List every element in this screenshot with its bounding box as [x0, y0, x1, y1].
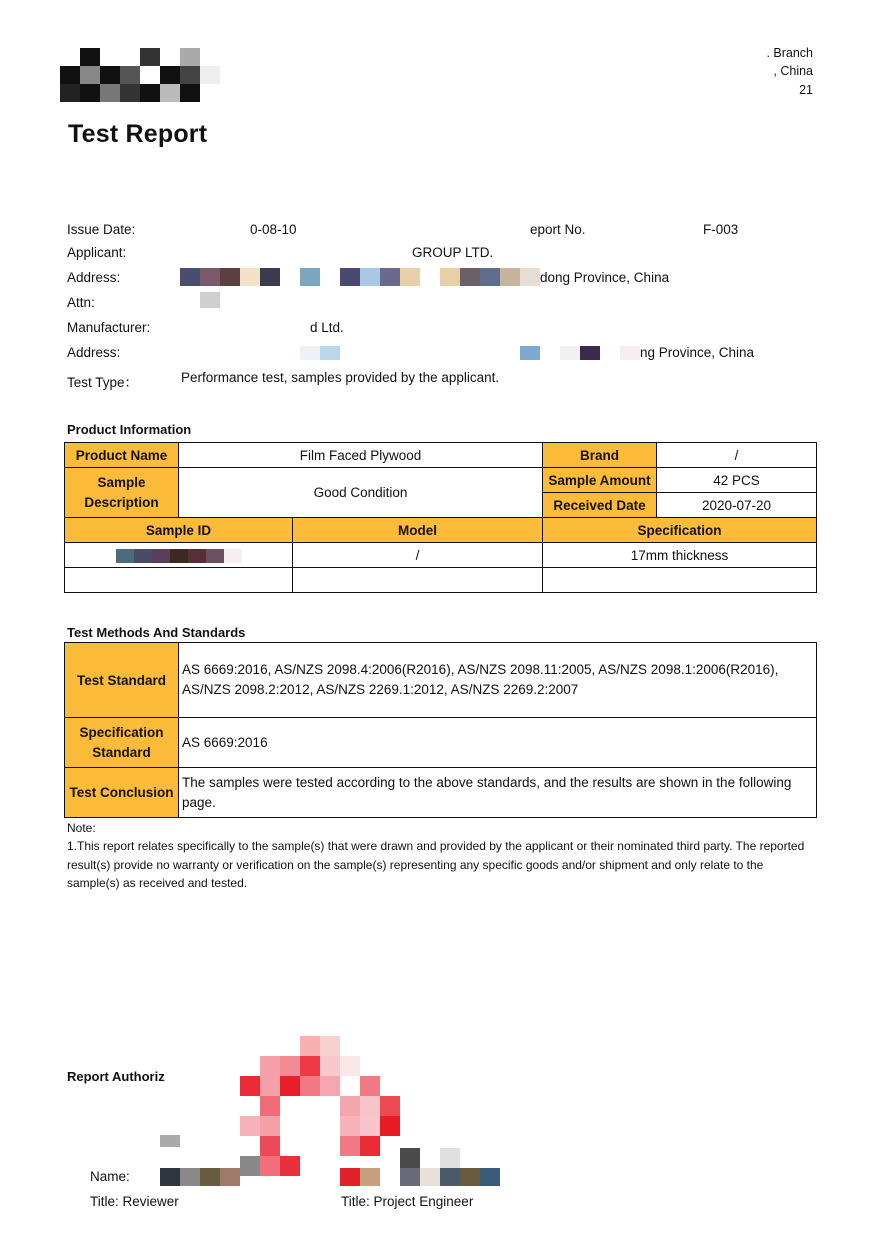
- product-row-2: [65, 468, 817, 493]
- address2-redacted-2: [520, 346, 640, 360]
- methods-row-2: [65, 718, 817, 768]
- note-label: Note:: [67, 821, 96, 835]
- test-conclusion-value: The samples were tested according to the above standards, and the results are shown in the following page.: [179, 768, 817, 818]
- report-no-label: eport No.: [530, 222, 586, 237]
- report-authorized-label: Report Authoriz: [67, 1069, 165, 1084]
- model-value: /: [293, 543, 543, 568]
- address2-redacted: [300, 346, 340, 360]
- specification-label: Specification: [543, 518, 817, 543]
- issue-date-label: Issue Date:: [67, 222, 136, 237]
- sample-id-label: Sample ID: [65, 518, 293, 543]
- methods-row-1: [65, 643, 817, 718]
- product-row-5: [65, 543, 817, 568]
- stamp-bottom-redacted: [340, 1168, 380, 1186]
- empty-cell: [543, 568, 817, 593]
- methods-row-3: [65, 768, 817, 818]
- product-row-1: [65, 443, 817, 468]
- manufacturer-value: d Ltd.: [310, 320, 344, 335]
- address-value: dong Province, China: [540, 270, 670, 285]
- sample-id-value: [65, 543, 293, 568]
- empty-cell: [293, 568, 543, 593]
- spec-standard-value: AS 6669:2016: [179, 718, 817, 768]
- spec-standard-label: Specification Standard: [65, 718, 179, 768]
- reviewer-name-redacted: [160, 1168, 240, 1186]
- brand-value: /: [657, 443, 817, 468]
- sample-id-redacted: [116, 549, 242, 563]
- product-name-value: Film Faced Plywood: [179, 443, 543, 468]
- address-redacted: [180, 268, 540, 286]
- issue-date-value: 0-08-10: [250, 222, 297, 237]
- received-date-value: 2020-07-20: [657, 493, 817, 518]
- address2-label: Address:: [67, 345, 121, 360]
- test-standard-value: AS 6669:2016, AS/NZS 2098.4:2006(R2016), AS/NZS 2098.11:2005, AS/NZS 2098.1:2006(R2016), AS/NZS 2098.2:2012, AS/NZS 2269.1:2012, AS/NZS 2269.2:2007: [179, 643, 817, 718]
- empty-cell: [65, 568, 293, 593]
- product-info-table: [64, 442, 817, 593]
- sample-amount-value: 42 PCS: [657, 468, 817, 493]
- engineer-name-redacted: [400, 1148, 500, 1186]
- sample-description-value: Good Condition: [179, 468, 543, 518]
- test-methods-title: Test Methods And Standards: [67, 625, 246, 640]
- test-conclusion-label: Test Conclusion: [65, 768, 179, 818]
- product-row-4: [65, 518, 817, 543]
- header-line-2: , China: [773, 64, 813, 78]
- signature-stamp-redacted: [240, 1036, 400, 1176]
- specification-value: 17mm thickness: [543, 543, 817, 568]
- page-title: Test Report: [68, 120, 208, 148]
- title-project-engineer: Title: Project Engineer: [341, 1194, 474, 1209]
- header-line-1: . Branch: [766, 46, 813, 60]
- attn-label: Attn:: [67, 295, 95, 310]
- header-line-3: 21: [799, 83, 813, 97]
- product-info-title: Product Information: [67, 422, 192, 437]
- company-logo-redacted: [60, 48, 220, 102]
- model-label: Model: [293, 518, 543, 543]
- applicant-label: Applicant:: [67, 245, 127, 260]
- reviewer-signature-redacted: [160, 1135, 180, 1147]
- address2-value: ng Province, China: [640, 345, 755, 360]
- sample-description-label: Sample Description: [65, 468, 179, 518]
- test-methods-table: [64, 642, 817, 818]
- name-label: Name:: [90, 1169, 130, 1184]
- manufacturer-label: Manufacturer:: [67, 320, 151, 335]
- product-name-label: Product Name: [65, 443, 179, 468]
- product-row-6: [65, 568, 817, 593]
- attn-redacted: [200, 292, 220, 308]
- brand-label: Brand: [543, 443, 657, 468]
- test-standard-label: Test Standard: [65, 643, 179, 718]
- test-type-value: Performance test, samples provided by the applicant.: [181, 370, 500, 385]
- received-date-label: Received Date: [543, 493, 657, 518]
- title-reviewer: Title: Reviewer: [90, 1194, 179, 1209]
- address-label: Address:: [67, 270, 121, 285]
- test-type-label: Test Type：: [67, 375, 139, 390]
- applicant-value: GROUP LTD.: [412, 245, 494, 260]
- sample-amount-label: Sample Amount: [543, 468, 657, 493]
- report-no-value: F-003: [703, 222, 739, 237]
- note-text: 1.This report relates specifically to the sample(s) that were drawn and provided by the applicant or their nominated third party. The reported result(s) provide no warranty or verification on the sample(s) representing any specific goods and/or shipment and only relate to the sample(s) as received and tested.: [67, 839, 805, 890]
